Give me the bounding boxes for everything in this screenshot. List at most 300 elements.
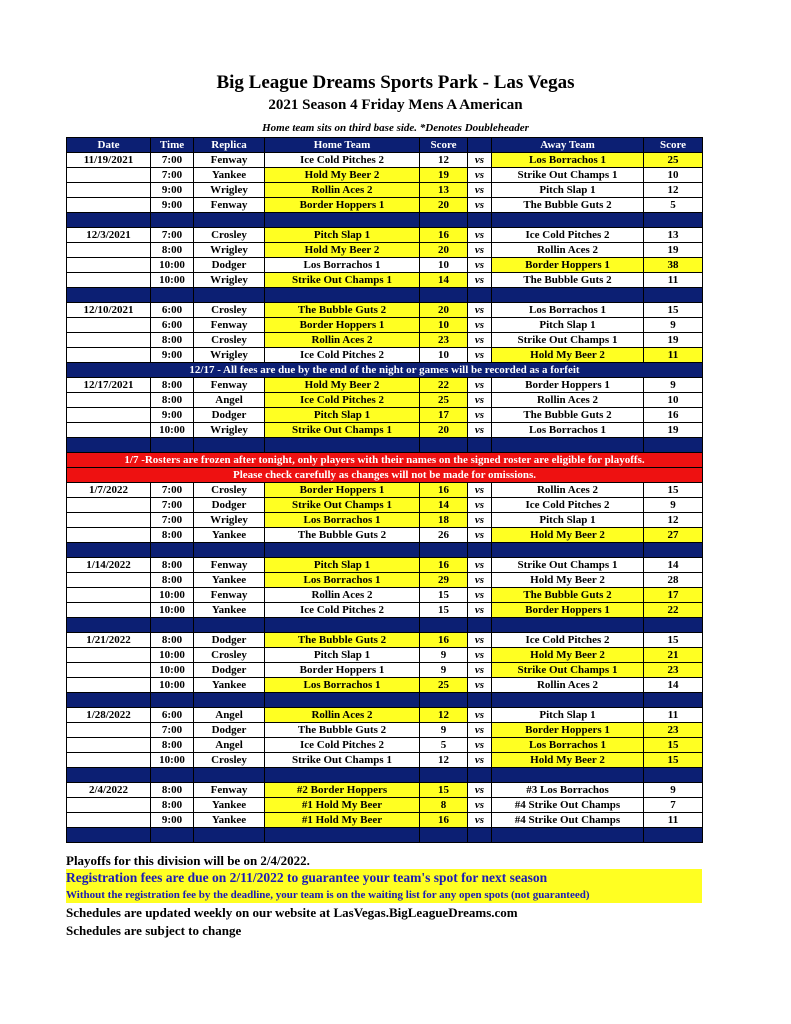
separator-cell (265, 543, 420, 558)
roster-notice-row (67, 453, 703, 468)
home-team: Pitch Slap 1 (265, 408, 420, 423)
home-score: 26 (420, 528, 468, 543)
game-field: Dodger (194, 663, 265, 678)
game-date: 1/28/2022 (67, 708, 151, 723)
game-row (67, 708, 703, 723)
game-date (67, 318, 151, 333)
home-score: 20 (420, 303, 468, 318)
home-team: Ice Cold Pitches 2 (265, 603, 420, 618)
roster-notice: 1/7 -Rosters are frozen after tonight, only players with their names on the signed roster are eligible for playoffs. (67, 453, 703, 468)
away-team: Strike Out Champs 1 (492, 558, 644, 573)
home-team: Los Borrachos 1 (265, 258, 420, 273)
home-team: Pitch Slap 1 (265, 558, 420, 573)
game-field: Wrigley (194, 423, 265, 438)
game-date (67, 738, 151, 753)
separator-cell (67, 213, 151, 228)
home-score: 14 (420, 498, 468, 513)
separator-cell (468, 543, 492, 558)
game-date (67, 258, 151, 273)
separator-cell (468, 288, 492, 303)
separator-cell (265, 693, 420, 708)
home-team: Los Borrachos 1 (265, 678, 420, 693)
home-score: 25 (420, 393, 468, 408)
away-team: Ice Cold Pitches 2 (492, 633, 644, 648)
game-field: Wrigley (194, 183, 265, 198)
vs-label: vs (468, 483, 492, 498)
table-header-row (67, 138, 703, 153)
home-team: Strike Out Champs 1 (265, 498, 420, 513)
away-score: 23 (644, 663, 703, 678)
home-team: Rollin Aces 2 (265, 708, 420, 723)
vs-label: vs (468, 783, 492, 798)
separator-cell (194, 213, 265, 228)
separator-cell (468, 438, 492, 453)
game-field: Fenway (194, 588, 265, 603)
away-team: Los Borrachos 1 (492, 153, 644, 168)
away-team: Hold My Beer 2 (492, 573, 644, 588)
home-team: Border Hoppers 1 (265, 198, 420, 213)
game-date (67, 243, 151, 258)
separator-cell (420, 213, 468, 228)
game-date (67, 573, 151, 588)
away-team: Hold My Beer 2 (492, 753, 644, 768)
home-score: 9 (420, 663, 468, 678)
game-row (67, 153, 703, 168)
vs-label: vs (468, 168, 492, 183)
separator-cell (420, 618, 468, 633)
game-date (67, 603, 151, 618)
home-team: Ice Cold Pitches 2 (265, 393, 420, 408)
game-time: 9:00 (151, 408, 194, 423)
game-row (67, 633, 703, 648)
playoffs-note: Playoffs for this division will be on 2/4/2022. (66, 853, 310, 868)
game-time: 7:00 (151, 513, 194, 528)
game-date (67, 588, 151, 603)
away-score: 16 (644, 408, 703, 423)
game-time: 8:00 (151, 378, 194, 393)
game-date (67, 423, 151, 438)
vs-label: vs (468, 273, 492, 288)
game-time: 10:00 (151, 753, 194, 768)
game-time: 6:00 (151, 708, 194, 723)
vs-label: vs (468, 498, 492, 513)
separator-cell (644, 828, 703, 843)
separator-cell (151, 543, 194, 558)
game-row (67, 738, 703, 753)
game-time: 9:00 (151, 183, 194, 198)
home-score: 25 (420, 678, 468, 693)
away-score: 23 (644, 723, 703, 738)
game-row (67, 333, 703, 348)
away-team: Border Hoppers 1 (492, 603, 644, 618)
game-field: Wrigley (194, 348, 265, 363)
home-score: 10 (420, 258, 468, 273)
game-time: 7:00 (151, 153, 194, 168)
game-row (67, 273, 703, 288)
vs-label: vs (468, 198, 492, 213)
home-team: Strike Out Champs 1 (265, 423, 420, 438)
separator-cell (265, 213, 420, 228)
game-field: Crosley (194, 753, 265, 768)
away-team: Pitch Slap 1 (492, 513, 644, 528)
home-team: Ice Cold Pitches 2 (265, 348, 420, 363)
game-row (67, 348, 703, 363)
fees-notice: 12/17 - All fees are due by the end of the night or games will be recorded as a forfeit (67, 363, 703, 378)
separator-cell (151, 618, 194, 633)
game-row (67, 663, 703, 678)
separator-cell (151, 288, 194, 303)
away-score: 10 (644, 393, 703, 408)
game-field: Angel (194, 708, 265, 723)
game-time: 8:00 (151, 798, 194, 813)
roster-notice-row (67, 468, 703, 483)
away-team: Strike Out Champs 1 (492, 663, 644, 678)
vs-label: vs (468, 528, 492, 543)
vs-label: vs (468, 633, 492, 648)
home-score: 16 (420, 813, 468, 828)
game-time: 8:00 (151, 243, 194, 258)
vs-label: vs (468, 378, 492, 393)
home-team: The Bubble Guts 2 (265, 528, 420, 543)
game-row (67, 813, 703, 828)
website-note: Schedules are updated weekly on our website at LasVegas.BigLeagueDreams.com (66, 905, 518, 920)
subject-to-change-note: Schedules are subject to change (66, 923, 242, 938)
vs-label: vs (468, 813, 492, 828)
away-team: Pitch Slap 1 (492, 318, 644, 333)
away-score: 11 (644, 813, 703, 828)
game-row (67, 258, 703, 273)
game-date (67, 753, 151, 768)
away-team: Hold My Beer 2 (492, 648, 644, 663)
game-row (67, 393, 703, 408)
week-separator (67, 543, 703, 558)
game-row (67, 648, 703, 663)
away-score: 19 (644, 243, 703, 258)
game-field: Dodger (194, 498, 265, 513)
game-row (67, 588, 703, 603)
game-field: Yankee (194, 528, 265, 543)
week-separator (67, 438, 703, 453)
game-row (67, 753, 703, 768)
vs-label: vs (468, 573, 492, 588)
separator-cell (265, 828, 420, 843)
vs-label: vs (468, 513, 492, 528)
separator-cell (265, 768, 420, 783)
game-row (67, 798, 703, 813)
game-date (67, 273, 151, 288)
game-row (67, 513, 703, 528)
separator-cell (265, 438, 420, 453)
game-date: 12/3/2021 (67, 228, 151, 243)
game-field: Dodger (194, 258, 265, 273)
home-score: 12 (420, 153, 468, 168)
game-date (67, 813, 151, 828)
game-time: 10:00 (151, 273, 194, 288)
game-time: 10:00 (151, 423, 194, 438)
away-score: 14 (644, 558, 703, 573)
separator-cell (194, 693, 265, 708)
away-team: #3 Los Borrachos (492, 783, 644, 798)
vs-label: vs (468, 348, 492, 363)
home-score: 17 (420, 408, 468, 423)
waiting-list-note: Without the registration fee by the deadline, your team is on the waiting list for any open spots (not guaranteed) (66, 887, 702, 903)
separator-cell (468, 693, 492, 708)
separator-cell (67, 768, 151, 783)
vs-label: vs (468, 393, 492, 408)
game-time: 10:00 (151, 648, 194, 663)
vs-label: vs (468, 603, 492, 618)
home-team: Hold My Beer 2 (265, 378, 420, 393)
home-score: 22 (420, 378, 468, 393)
away-score: 15 (644, 738, 703, 753)
vs-label: vs (468, 723, 492, 738)
home-score: 20 (420, 423, 468, 438)
separator-cell (67, 438, 151, 453)
game-field: Dodger (194, 408, 265, 423)
home-score: 13 (420, 183, 468, 198)
home-team: Strike Out Champs 1 (265, 273, 420, 288)
game-row (67, 243, 703, 258)
away-team: #4 Strike Out Champs (492, 798, 644, 813)
game-row (67, 783, 703, 798)
game-date (67, 528, 151, 543)
separator-cell (492, 288, 644, 303)
vs-label: vs (468, 243, 492, 258)
col-header-home-score: Score (420, 138, 468, 153)
game-date (67, 678, 151, 693)
away-team: Rollin Aces 2 (492, 483, 644, 498)
home-team: Los Borrachos 1 (265, 513, 420, 528)
home-score: 15 (420, 783, 468, 798)
week-separator (67, 288, 703, 303)
vs-label: vs (468, 708, 492, 723)
game-field: Angel (194, 738, 265, 753)
vs-label: vs (468, 258, 492, 273)
away-team: Border Hoppers 1 (492, 723, 644, 738)
away-team: Rollin Aces 2 (492, 678, 644, 693)
home-team: The Bubble Guts 2 (265, 633, 420, 648)
away-score: 28 (644, 573, 703, 588)
game-field: Fenway (194, 153, 265, 168)
away-score: 11 (644, 348, 703, 363)
away-score: 11 (644, 708, 703, 723)
away-score: 15 (644, 633, 703, 648)
separator-cell (151, 213, 194, 228)
away-score: 12 (644, 513, 703, 528)
home-score: 15 (420, 588, 468, 603)
home-score: 19 (420, 168, 468, 183)
game-date (67, 198, 151, 213)
away-team: Rollin Aces 2 (492, 393, 644, 408)
week-separator (67, 618, 703, 633)
vs-label: vs (468, 153, 492, 168)
game-field: Wrigley (194, 273, 265, 288)
away-team: The Bubble Guts 2 (492, 273, 644, 288)
fees-notice-row (67, 363, 703, 378)
home-team: #1 Hold My Beer (265, 813, 420, 828)
game-time: 10:00 (151, 603, 194, 618)
game-row (67, 423, 703, 438)
game-time: 7:00 (151, 498, 194, 513)
game-time: 10:00 (151, 678, 194, 693)
separator-cell (492, 618, 644, 633)
game-time: 9:00 (151, 348, 194, 363)
vs-label: vs (468, 738, 492, 753)
game-row (67, 183, 703, 198)
col-header-vs (468, 138, 492, 153)
game-row (67, 678, 703, 693)
game-field: Fenway (194, 198, 265, 213)
game-field: Crosley (194, 483, 265, 498)
home-team: Ice Cold Pitches 2 (265, 153, 420, 168)
separator-cell (644, 213, 703, 228)
separator-cell (420, 543, 468, 558)
home-team: Rollin Aces 2 (265, 183, 420, 198)
away-team: Los Borrachos 1 (492, 738, 644, 753)
schedule-table (66, 137, 703, 843)
away-score: 38 (644, 258, 703, 273)
away-team: #4 Strike Out Champs (492, 813, 644, 828)
away-score: 11 (644, 273, 703, 288)
separator-cell (492, 693, 644, 708)
game-field: Wrigley (194, 513, 265, 528)
game-date: 1/14/2022 (67, 558, 151, 573)
game-field: Dodger (194, 633, 265, 648)
separator-cell (194, 438, 265, 453)
away-score: 22 (644, 603, 703, 618)
week-separator (67, 768, 703, 783)
game-row (67, 228, 703, 243)
away-team: Ice Cold Pitches 2 (492, 228, 644, 243)
roster-notice: Please check carefully as changes will not be made for omissions. (67, 468, 703, 483)
col-header-away-team: Away Team (492, 138, 644, 153)
separator-cell (420, 693, 468, 708)
away-team: Strike Out Champs 1 (492, 333, 644, 348)
home-score: 10 (420, 348, 468, 363)
page-title: Big League Dreams Sports Park - Las Vegas (216, 72, 575, 93)
away-score: 15 (644, 483, 703, 498)
vs-label: vs (468, 798, 492, 813)
away-team: Los Borrachos 1 (492, 423, 644, 438)
game-field: Fenway (194, 378, 265, 393)
game-time: 9:00 (151, 813, 194, 828)
home-score: 20 (420, 198, 468, 213)
separator-cell (644, 768, 703, 783)
home-score: 29 (420, 573, 468, 588)
home-score: 9 (420, 648, 468, 663)
away-score: 15 (644, 303, 703, 318)
week-separator (67, 693, 703, 708)
game-field: Yankee (194, 168, 265, 183)
game-row (67, 558, 703, 573)
separator-cell (67, 828, 151, 843)
game-field: Crosley (194, 333, 265, 348)
vs-label: vs (468, 663, 492, 678)
registration-note: Registration fees are due on 2/11/2022 to guarantee your team's spot for next season (66, 869, 702, 887)
game-date (67, 723, 151, 738)
game-time: 8:00 (151, 333, 194, 348)
home-team: Border Hoppers 1 (265, 483, 420, 498)
home-score: 8 (420, 798, 468, 813)
separator-cell (151, 438, 194, 453)
away-team: Border Hoppers 1 (492, 258, 644, 273)
away-score: 9 (644, 378, 703, 393)
home-score: 14 (420, 273, 468, 288)
separator-cell (420, 288, 468, 303)
separator-cell (67, 693, 151, 708)
game-field: Dodger (194, 723, 265, 738)
game-field: Angel (194, 393, 265, 408)
away-team: Hold My Beer 2 (492, 528, 644, 543)
home-score: 16 (420, 633, 468, 648)
game-time: 6:00 (151, 318, 194, 333)
separator-cell (468, 828, 492, 843)
away-team: Pitch Slap 1 (492, 708, 644, 723)
separator-cell (194, 288, 265, 303)
game-time: 7:00 (151, 723, 194, 738)
home-score: 20 (420, 243, 468, 258)
away-score: 13 (644, 228, 703, 243)
away-score: 25 (644, 153, 703, 168)
schedule-body (67, 153, 703, 843)
game-date: 2/4/2022 (67, 783, 151, 798)
vs-label: vs (468, 648, 492, 663)
separator-cell (492, 828, 644, 843)
game-time: 8:00 (151, 783, 194, 798)
separator-cell (420, 828, 468, 843)
vs-label: vs (468, 303, 492, 318)
game-row (67, 198, 703, 213)
separator-cell (265, 618, 420, 633)
separator-cell (151, 768, 194, 783)
home-team: Border Hoppers 1 (265, 663, 420, 678)
game-date (67, 408, 151, 423)
vs-label: vs (468, 318, 492, 333)
separator-cell (420, 438, 468, 453)
game-row (67, 723, 703, 738)
game-row (67, 378, 703, 393)
separator-cell (194, 768, 265, 783)
separator-cell (644, 618, 703, 633)
home-team: Border Hoppers 1 (265, 318, 420, 333)
game-time: 9:00 (151, 198, 194, 213)
separator-cell (644, 693, 703, 708)
home-score: 15 (420, 603, 468, 618)
away-score: 7 (644, 798, 703, 813)
home-score: 16 (420, 558, 468, 573)
game-date: 11/19/2021 (67, 153, 151, 168)
separator-cell (468, 618, 492, 633)
game-field: Yankee (194, 798, 265, 813)
game-date: 12/17/2021 (67, 378, 151, 393)
week-separator (67, 213, 703, 228)
home-team: Rollin Aces 2 (265, 333, 420, 348)
game-date (67, 333, 151, 348)
week-separator (67, 828, 703, 843)
home-score: 12 (420, 753, 468, 768)
vs-label: vs (468, 333, 492, 348)
vs-label: vs (468, 753, 492, 768)
away-team: Border Hoppers 1 (492, 378, 644, 393)
game-time: 7:00 (151, 228, 194, 243)
separator-cell (194, 618, 265, 633)
game-field: Fenway (194, 783, 265, 798)
home-team: Hold My Beer 2 (265, 243, 420, 258)
vs-label: vs (468, 183, 492, 198)
home-team: Los Borrachos 1 (265, 573, 420, 588)
away-score: 15 (644, 753, 703, 768)
separator-cell (468, 213, 492, 228)
